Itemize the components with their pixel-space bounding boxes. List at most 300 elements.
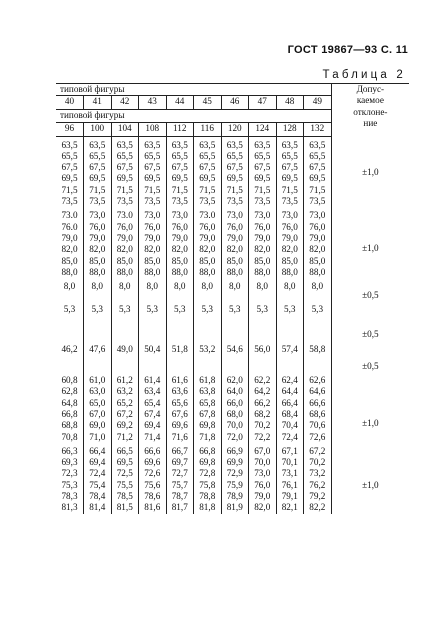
- value: 63,2: [116, 386, 133, 397]
- value: 67,5: [309, 162, 326, 173]
- tolerance-value: ±1,0: [362, 243, 379, 254]
- value: 8,0: [91, 281, 103, 292]
- value-cell: [276, 443, 304, 514]
- value-cell: [139, 443, 167, 514]
- value: 70,2: [254, 420, 271, 431]
- value: 76,0: [309, 221, 326, 232]
- value: 8,0: [174, 281, 186, 292]
- value-cell: [221, 372, 249, 443]
- value: 79,0: [281, 232, 298, 243]
- value-cell: [276, 136, 304, 207]
- value-cell: [84, 443, 112, 514]
- value-cell: [139, 278, 167, 301]
- value: 73,0: [281, 210, 298, 221]
- value: 73,1: [281, 468, 298, 479]
- value: 88,0: [171, 266, 188, 277]
- value-cell: [304, 372, 332, 443]
- chest-size: 132: [304, 122, 332, 136]
- value: 72,3: [61, 468, 78, 479]
- value: 88,0: [116, 266, 133, 277]
- value: 56,0: [254, 343, 271, 354]
- value: 85,0: [116, 255, 133, 266]
- value: 69,7: [171, 457, 188, 468]
- value: 64,8: [61, 397, 78, 408]
- value: 85,0: [171, 255, 188, 266]
- value: 67,5: [144, 162, 161, 173]
- value: 76,0: [254, 221, 271, 232]
- value: 64,2: [254, 386, 271, 397]
- value: 69,9: [226, 457, 243, 468]
- value: 72,7: [171, 468, 188, 479]
- value: 73,5: [171, 196, 188, 207]
- value: 63,5: [199, 139, 216, 150]
- value-cell: [249, 301, 277, 340]
- value: 88,0: [226, 266, 243, 277]
- value: 63,8: [199, 386, 216, 397]
- value: 63,0: [89, 386, 106, 397]
- value-cell: [84, 341, 112, 372]
- tolerance-value: ±0,5: [362, 360, 379, 371]
- value: 67,5: [61, 162, 78, 173]
- value: 63,5: [116, 139, 133, 150]
- value: 65,4: [144, 397, 161, 408]
- value: 64,4: [281, 386, 298, 397]
- value: 63,5: [171, 139, 188, 150]
- value: 72,4: [281, 431, 298, 442]
- value: 88,0: [144, 266, 161, 277]
- value-cell: [221, 341, 249, 372]
- value: 65,6: [171, 397, 188, 408]
- value: 69,5: [116, 173, 133, 184]
- value: 79,0: [226, 232, 243, 243]
- value: 76.0: [61, 221, 78, 232]
- figure-number: 40: [56, 96, 84, 110]
- value-cell: [249, 136, 277, 207]
- value: 68,0: [226, 408, 243, 419]
- figure-number: 41: [84, 96, 112, 110]
- tolerance-header-text: Допус- каемое отклоне- ние: [353, 84, 388, 128]
- value: 66,0: [226, 397, 243, 408]
- value: 67,0: [89, 408, 106, 419]
- value: 63,5: [309, 139, 326, 150]
- value: 75,8: [199, 479, 216, 490]
- value: 73,5: [89, 196, 106, 207]
- value: 75,7: [171, 479, 188, 490]
- value: 70,0: [226, 420, 243, 431]
- value: 65,0: [89, 397, 106, 408]
- value: 65,5: [61, 150, 78, 161]
- value: 78,4: [89, 491, 106, 502]
- value: 71,5: [199, 184, 216, 195]
- value: 69,4: [89, 457, 106, 468]
- value: 82,0: [144, 244, 161, 255]
- value: 62,8: [61, 386, 78, 397]
- figure-number: 43: [139, 96, 167, 110]
- value: 79,0: [89, 232, 106, 243]
- value: 68,2: [254, 408, 271, 419]
- value: 72,2: [254, 431, 271, 442]
- value: 75,9: [226, 479, 243, 490]
- value: 76,0: [89, 221, 106, 232]
- value: 51,8: [171, 343, 188, 354]
- value: 67,5: [199, 162, 216, 173]
- value-cell: [111, 278, 139, 301]
- value: 64,0: [226, 386, 243, 397]
- value-cell: [56, 207, 84, 278]
- value: 70,8: [61, 431, 78, 442]
- value-cell: [249, 207, 277, 278]
- value: 69,2: [116, 420, 133, 431]
- chest-size: 108: [139, 122, 167, 136]
- value: 88,0: [281, 266, 298, 277]
- value: 75,3: [61, 479, 78, 490]
- value: 5,3: [201, 304, 213, 315]
- figure-number: 44: [166, 96, 194, 110]
- value: 8,0: [63, 281, 76, 292]
- value: 88,0: [89, 266, 106, 277]
- value: 73,5: [309, 196, 326, 207]
- value-cell: [166, 278, 194, 301]
- value-cell: [166, 136, 194, 207]
- value: 62,2: [254, 375, 271, 386]
- value: 67,4: [144, 408, 161, 419]
- value: 67,0: [254, 445, 271, 456]
- value-cell: [194, 443, 222, 514]
- value-cell: [249, 443, 277, 514]
- value: 73,0: [254, 210, 271, 221]
- value: 85,0: [89, 255, 106, 266]
- value: 62,4: [281, 375, 298, 386]
- value: 72,9: [226, 468, 243, 479]
- figure-number: 42: [111, 96, 139, 110]
- value: 62,6: [309, 375, 326, 386]
- value: 82,0: [171, 244, 188, 255]
- value-cell: [56, 301, 84, 340]
- value-cell: [221, 301, 249, 340]
- value: 60,8: [61, 375, 78, 386]
- value: 82,2: [309, 502, 326, 513]
- value: 75,4: [89, 479, 106, 490]
- value: 57,4: [281, 343, 298, 354]
- value-cell: [56, 136, 84, 207]
- value: 76,0: [254, 479, 271, 490]
- value: 63,5: [254, 139, 271, 150]
- value-cell: [276, 341, 304, 372]
- value-cell: [221, 136, 249, 207]
- value: 85,0: [144, 255, 161, 266]
- value: 63,5: [144, 139, 161, 150]
- figure-number: 47: [249, 96, 277, 110]
- value: 78,6: [144, 491, 161, 502]
- value: 5,3: [284, 304, 296, 315]
- value: 8,0: [201, 281, 213, 292]
- value: 65,5: [116, 150, 133, 161]
- value: 69,5: [199, 173, 216, 184]
- value: 67,5: [281, 162, 298, 173]
- value: 72,5: [116, 468, 133, 479]
- table-title: Таблица 2: [322, 69, 406, 81]
- value: 69,8: [199, 420, 216, 431]
- value: 82,0: [309, 244, 326, 255]
- value: 79,0: [254, 232, 271, 243]
- value: 62,0: [226, 375, 243, 386]
- value-cell: [56, 341, 84, 372]
- value: 73,0: [89, 210, 106, 221]
- value: 71,5: [144, 184, 161, 195]
- value-cell: [194, 207, 222, 278]
- chest-size: 112: [166, 122, 194, 136]
- value-cell: [84, 301, 112, 340]
- value: 65,5: [226, 150, 243, 161]
- value: 79,1: [281, 491, 298, 502]
- value: 71,5: [61, 184, 78, 195]
- value: 78,7: [171, 491, 188, 502]
- value: 65,5: [171, 150, 188, 161]
- header-label-row-1: [56, 84, 409, 96]
- value: 71,5: [171, 184, 188, 195]
- value: 88,0: [199, 266, 216, 277]
- value: 69,3: [61, 457, 78, 468]
- value: 50,4: [144, 343, 161, 354]
- typical-figure-label-2: типовой фигуры: [56, 110, 331, 122]
- value: 88,0: [254, 266, 271, 277]
- value: 66,6: [309, 397, 326, 408]
- value: 73,0: [171, 210, 188, 221]
- value-cell: [84, 372, 112, 443]
- value: 73,0: [309, 210, 326, 221]
- value: 76,0: [199, 221, 216, 232]
- value: 75,6: [144, 479, 161, 490]
- value: 63,5: [89, 139, 106, 150]
- value: 67,5: [226, 162, 243, 173]
- value: 67,2: [116, 408, 133, 419]
- value-cell: [304, 207, 332, 278]
- value-cell: [194, 301, 222, 340]
- value: 76,2: [309, 479, 326, 490]
- value-cell: [111, 372, 139, 443]
- value: 5,3: [146, 304, 158, 315]
- value: 73.0: [116, 210, 133, 221]
- value: 69,5: [281, 173, 298, 184]
- value: 69,4: [144, 420, 161, 431]
- chest-size: 104: [111, 122, 139, 136]
- value: 75,5: [116, 479, 133, 490]
- value: 5,3: [91, 304, 103, 315]
- value-cell: [166, 207, 194, 278]
- value: 69,5: [61, 173, 78, 184]
- value: 65,5: [309, 150, 326, 161]
- value: 63,5: [226, 139, 243, 150]
- value: 73,0: [144, 210, 161, 221]
- value: 79,0: [254, 491, 271, 502]
- value: 61,4: [144, 375, 161, 386]
- value: 81,8: [199, 502, 216, 513]
- value: 78,5: [116, 491, 133, 502]
- value: 72,4: [89, 468, 106, 479]
- value: 46,2: [61, 343, 78, 354]
- value-cell: [84, 207, 112, 278]
- value: 73,5: [144, 196, 161, 207]
- value: 82,0: [61, 244, 78, 255]
- value-cell: [56, 372, 84, 443]
- value: 70,4: [281, 420, 298, 431]
- value: 79,0: [144, 232, 161, 243]
- value: 71,6: [171, 431, 188, 442]
- value: 65,8: [199, 397, 216, 408]
- value: 71,5: [116, 184, 133, 195]
- value: 78,8: [199, 491, 216, 502]
- value-cell: [139, 136, 167, 207]
- value: 67,1: [281, 445, 298, 456]
- value-cell: [276, 301, 304, 340]
- value: 66,5: [116, 445, 133, 456]
- value-cell: [84, 278, 112, 301]
- value: 73,5: [254, 196, 271, 207]
- value: 78,3: [61, 491, 78, 502]
- value: 61,8: [199, 375, 216, 386]
- value-cell: [194, 136, 222, 207]
- value: 61,0: [89, 375, 106, 386]
- value-group: [56, 341, 409, 372]
- value: 47,6: [89, 343, 106, 354]
- value-cell: [111, 443, 139, 514]
- value: 79,0: [199, 232, 216, 243]
- value-cell: [249, 278, 277, 301]
- value: 61,6: [171, 375, 188, 386]
- chest-size: 124: [249, 122, 277, 136]
- value: 73,5: [61, 196, 78, 207]
- value: 82,0: [226, 244, 243, 255]
- value-group: [56, 372, 409, 443]
- value-group: [56, 443, 409, 514]
- value-cell: [276, 372, 304, 443]
- value-group: [56, 207, 409, 278]
- value: 5,3: [229, 304, 241, 315]
- tolerance-value: ±1,0: [362, 479, 379, 490]
- value: 78,9: [226, 491, 243, 502]
- tolerance-value: ±0,5: [362, 329, 379, 340]
- value: 82,1: [281, 502, 298, 513]
- value-cell: [276, 278, 304, 301]
- value: 68,4: [281, 408, 298, 419]
- value: 58,8: [309, 343, 326, 354]
- value: 63,5: [281, 139, 298, 150]
- value-cell: [139, 341, 167, 372]
- value: 73,5: [226, 196, 243, 207]
- value: 67,6: [171, 408, 188, 419]
- value: 49,0: [116, 343, 133, 354]
- figure-number: 46: [221, 96, 249, 110]
- value: 71,5: [309, 184, 326, 195]
- value: 73,5: [199, 196, 216, 207]
- value-cell: [166, 341, 194, 372]
- value: 8,0: [284, 281, 296, 292]
- value: 72,0: [226, 431, 243, 442]
- value: 69,5: [89, 173, 106, 184]
- value: 69,6: [144, 457, 161, 468]
- value: 63,5: [61, 139, 78, 150]
- value: 76,0: [171, 221, 188, 232]
- value-cell: [249, 372, 277, 443]
- value: 69,5: [144, 173, 161, 184]
- value-cell: [84, 136, 112, 207]
- value: 66,2: [254, 397, 271, 408]
- value-cell: [194, 341, 222, 372]
- value: 54,6: [226, 343, 243, 354]
- typical-figure-label-1: типовой фигуры: [56, 84, 331, 96]
- value: 68,6: [309, 408, 326, 419]
- value-cell: [56, 278, 84, 301]
- value: 88,0: [309, 266, 326, 277]
- value: 79,0: [116, 232, 133, 243]
- value: 64,6: [309, 386, 326, 397]
- value: 73,5: [281, 196, 298, 207]
- value-cell: [139, 301, 167, 340]
- value: 66,8: [199, 445, 216, 456]
- value-cell: [304, 278, 332, 301]
- value-cell: [221, 443, 249, 514]
- value: 69,5: [116, 457, 133, 468]
- value: 70,1: [281, 457, 298, 468]
- value-cell: [304, 301, 332, 340]
- value: 67,5: [254, 162, 271, 173]
- value-cell: [111, 341, 139, 372]
- value: 79,0: [61, 232, 78, 243]
- value: 65,2: [116, 397, 133, 408]
- figure-number: 49: [304, 96, 332, 110]
- value: 73,0: [226, 210, 243, 221]
- value: 69,8: [199, 457, 216, 468]
- figure-number: 48: [276, 96, 304, 110]
- value: 8,0: [229, 281, 241, 292]
- value: 82,0: [116, 244, 133, 255]
- value-cell: [304, 341, 332, 372]
- value: 63,4: [144, 386, 161, 397]
- value-cell: [139, 207, 167, 278]
- value: 65,5: [254, 150, 271, 161]
- value: 85,0: [254, 255, 271, 266]
- chest-size: 128: [276, 122, 304, 136]
- value: 79,0: [309, 232, 326, 243]
- value: 79,0: [171, 232, 188, 243]
- value: 65,5: [199, 150, 216, 161]
- value: 71,0: [89, 431, 106, 442]
- value: 53,2: [199, 343, 216, 354]
- value: 66,4: [281, 397, 298, 408]
- value: 67,5: [116, 162, 133, 173]
- value: 72,8: [199, 468, 216, 479]
- value-cell: [111, 207, 139, 278]
- value: 71,5: [226, 184, 243, 195]
- value: 76,0: [116, 221, 133, 232]
- value: 8,0: [119, 281, 131, 292]
- value: 66,3: [61, 445, 78, 456]
- value: 76,0: [281, 221, 298, 232]
- value: 71,8: [199, 431, 216, 442]
- value: 70,2: [309, 457, 326, 468]
- tolerance-value: ±1,0: [362, 167, 379, 178]
- value: 70,6: [309, 420, 326, 431]
- value: 69,5: [171, 173, 188, 184]
- figure-number: 45: [194, 96, 222, 110]
- value-group: [56, 136, 409, 207]
- value-cell: [194, 372, 222, 443]
- value-cell: [139, 372, 167, 443]
- value: 73,0: [254, 468, 271, 479]
- value: 69,5: [226, 173, 243, 184]
- value: 69,6: [171, 420, 188, 431]
- value: 5,3: [256, 304, 268, 315]
